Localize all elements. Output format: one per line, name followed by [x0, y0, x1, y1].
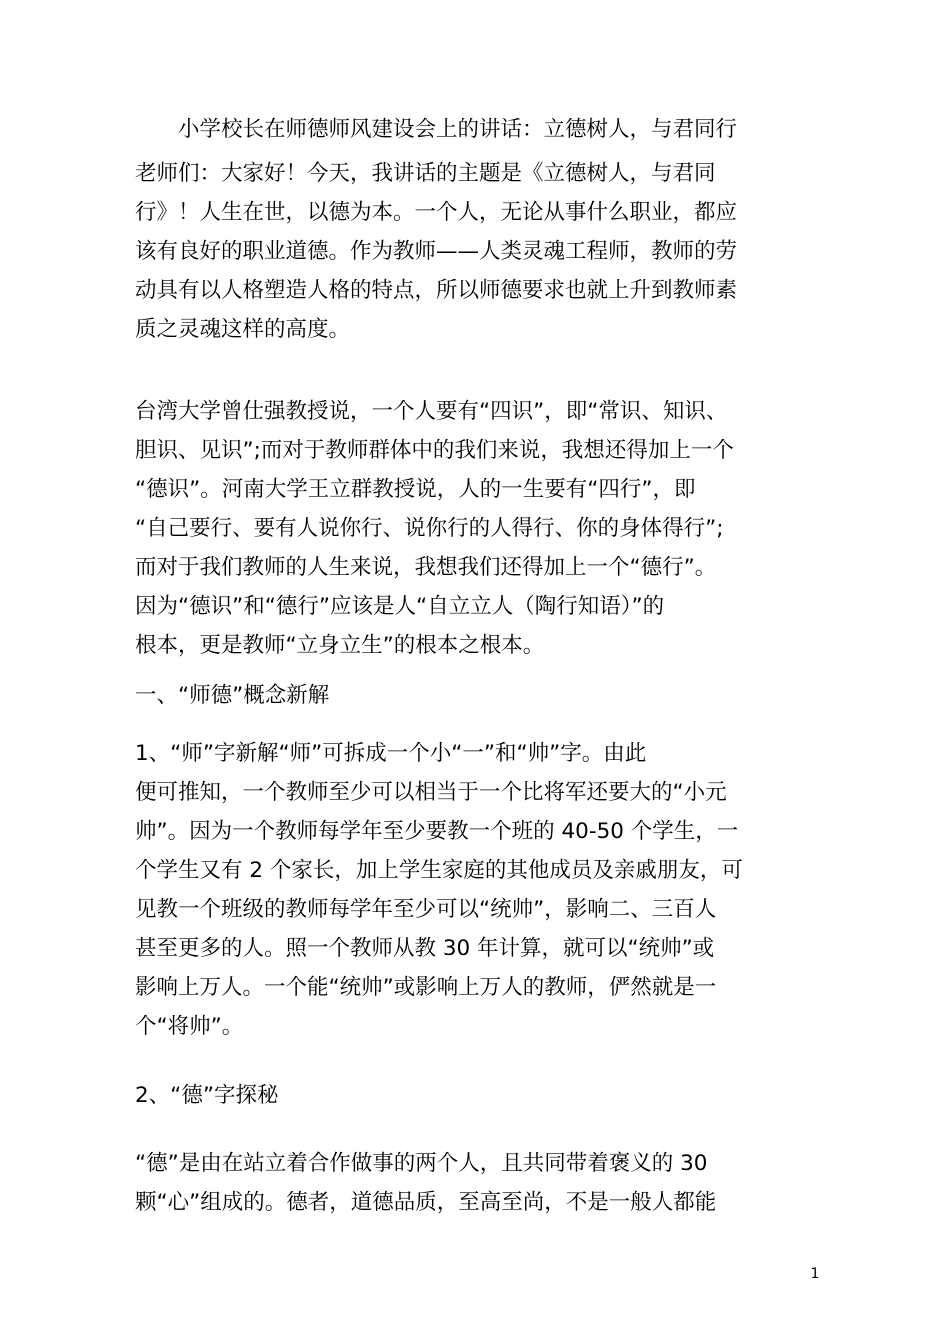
paragraph-line: 该有良好的职业道德。作为教师——人类灵魂工程师，教师的劳: [135, 239, 738, 264]
paragraph-line: “德”是由在站立着合作做事的两个人，且共同带着褒义的 30: [135, 1151, 708, 1176]
paragraph-line: 帅”。因为一个教师每学年至少要教一个班的 40-50 个学生，一: [135, 819, 739, 844]
paragraph-line: 1、“师”字新解“师”可拆成一个小“一”和“帅”字。由此: [135, 741, 647, 766]
intro-paragraph: [135, 154, 835, 349]
paragraph-line: 见教一个班级的教师每学年至少可以“统帅”，影响二、三百人: [135, 897, 717, 922]
paragraph-line: 个学生又有 2 个家长，加上学生家庭的其他成员及亲戚朋友，可: [135, 858, 743, 883]
paragraph-line: 胆识、见识”;而对于教师群体中的我们来说，我想还得加上一个: [135, 438, 734, 463]
teacher-character-paragraph: [135, 734, 835, 1046]
paragraph-line: 台湾大学曾仕强教授说，一个人要有“四识”，即“常识、知识、: [135, 399, 728, 424]
subsection-heading: [135, 1076, 835, 1115]
title-text: 小学校长在师德师风建设会上的讲话：立德树人，与君同行: [178, 117, 738, 142]
paragraph-line: 行》！人生在世，以德为本。一个人，无论从事什么职业，都应: [135, 200, 738, 225]
subsection-heading-text: 2、“德”字探秘: [135, 1083, 279, 1108]
paragraph-line: 甚至更多的人。照一个教师从教 30 年计算，就可以“统帅”或: [135, 936, 715, 961]
paragraph-line: 根本，更是教师“立身立生”的根本之根本。: [135, 633, 545, 658]
paragraph-line: “自己要行、要有人说你行、说你行的人得行、你的身体得行”;: [135, 516, 724, 541]
document-title: [135, 110, 835, 149]
paragraph-line: 老师们：大家好！今天，我讲话的主题是《立德树人，与君同: [135, 161, 716, 186]
de-character-paragraph: [135, 1144, 835, 1222]
four-knowledge-paragraph: [135, 392, 835, 665]
paragraph-line: 影响上万人。一个能“统帅”或影响上万人的教师，俨然就是一: [135, 975, 717, 1000]
section-heading: [135, 676, 835, 715]
paragraph-line: 动具有以人格塑造人格的特点，所以师德要求也就上升到教师素: [135, 278, 738, 303]
paragraph-line: 颗“心”组成的。德者，道德品质，至高至尚，不是一般人都能: [135, 1190, 717, 1215]
paragraph-line: 个“将帅”。: [135, 1014, 244, 1039]
section-heading-text: 一、“师德”概念新解: [135, 683, 330, 708]
paragraph-line: 质之灵魂这样的高度。: [135, 317, 351, 342]
paragraph-line: 因为“德识”和“德行”应该是人“自立立人（陶行知语）”的: [135, 594, 665, 619]
paragraph-line: 便可推知，一个教师至少可以相当于一个比将军还要大的“小元: [135, 780, 727, 805]
paragraph-line: 而对于我们教师的人生来说，我想我们还得加上一个“德行”。: [135, 555, 717, 580]
paragraph-line: “德识”。河南大学王立群教授说，人的一生要有“四行”，即: [135, 477, 696, 502]
page-number: 1: [810, 1266, 820, 1282]
